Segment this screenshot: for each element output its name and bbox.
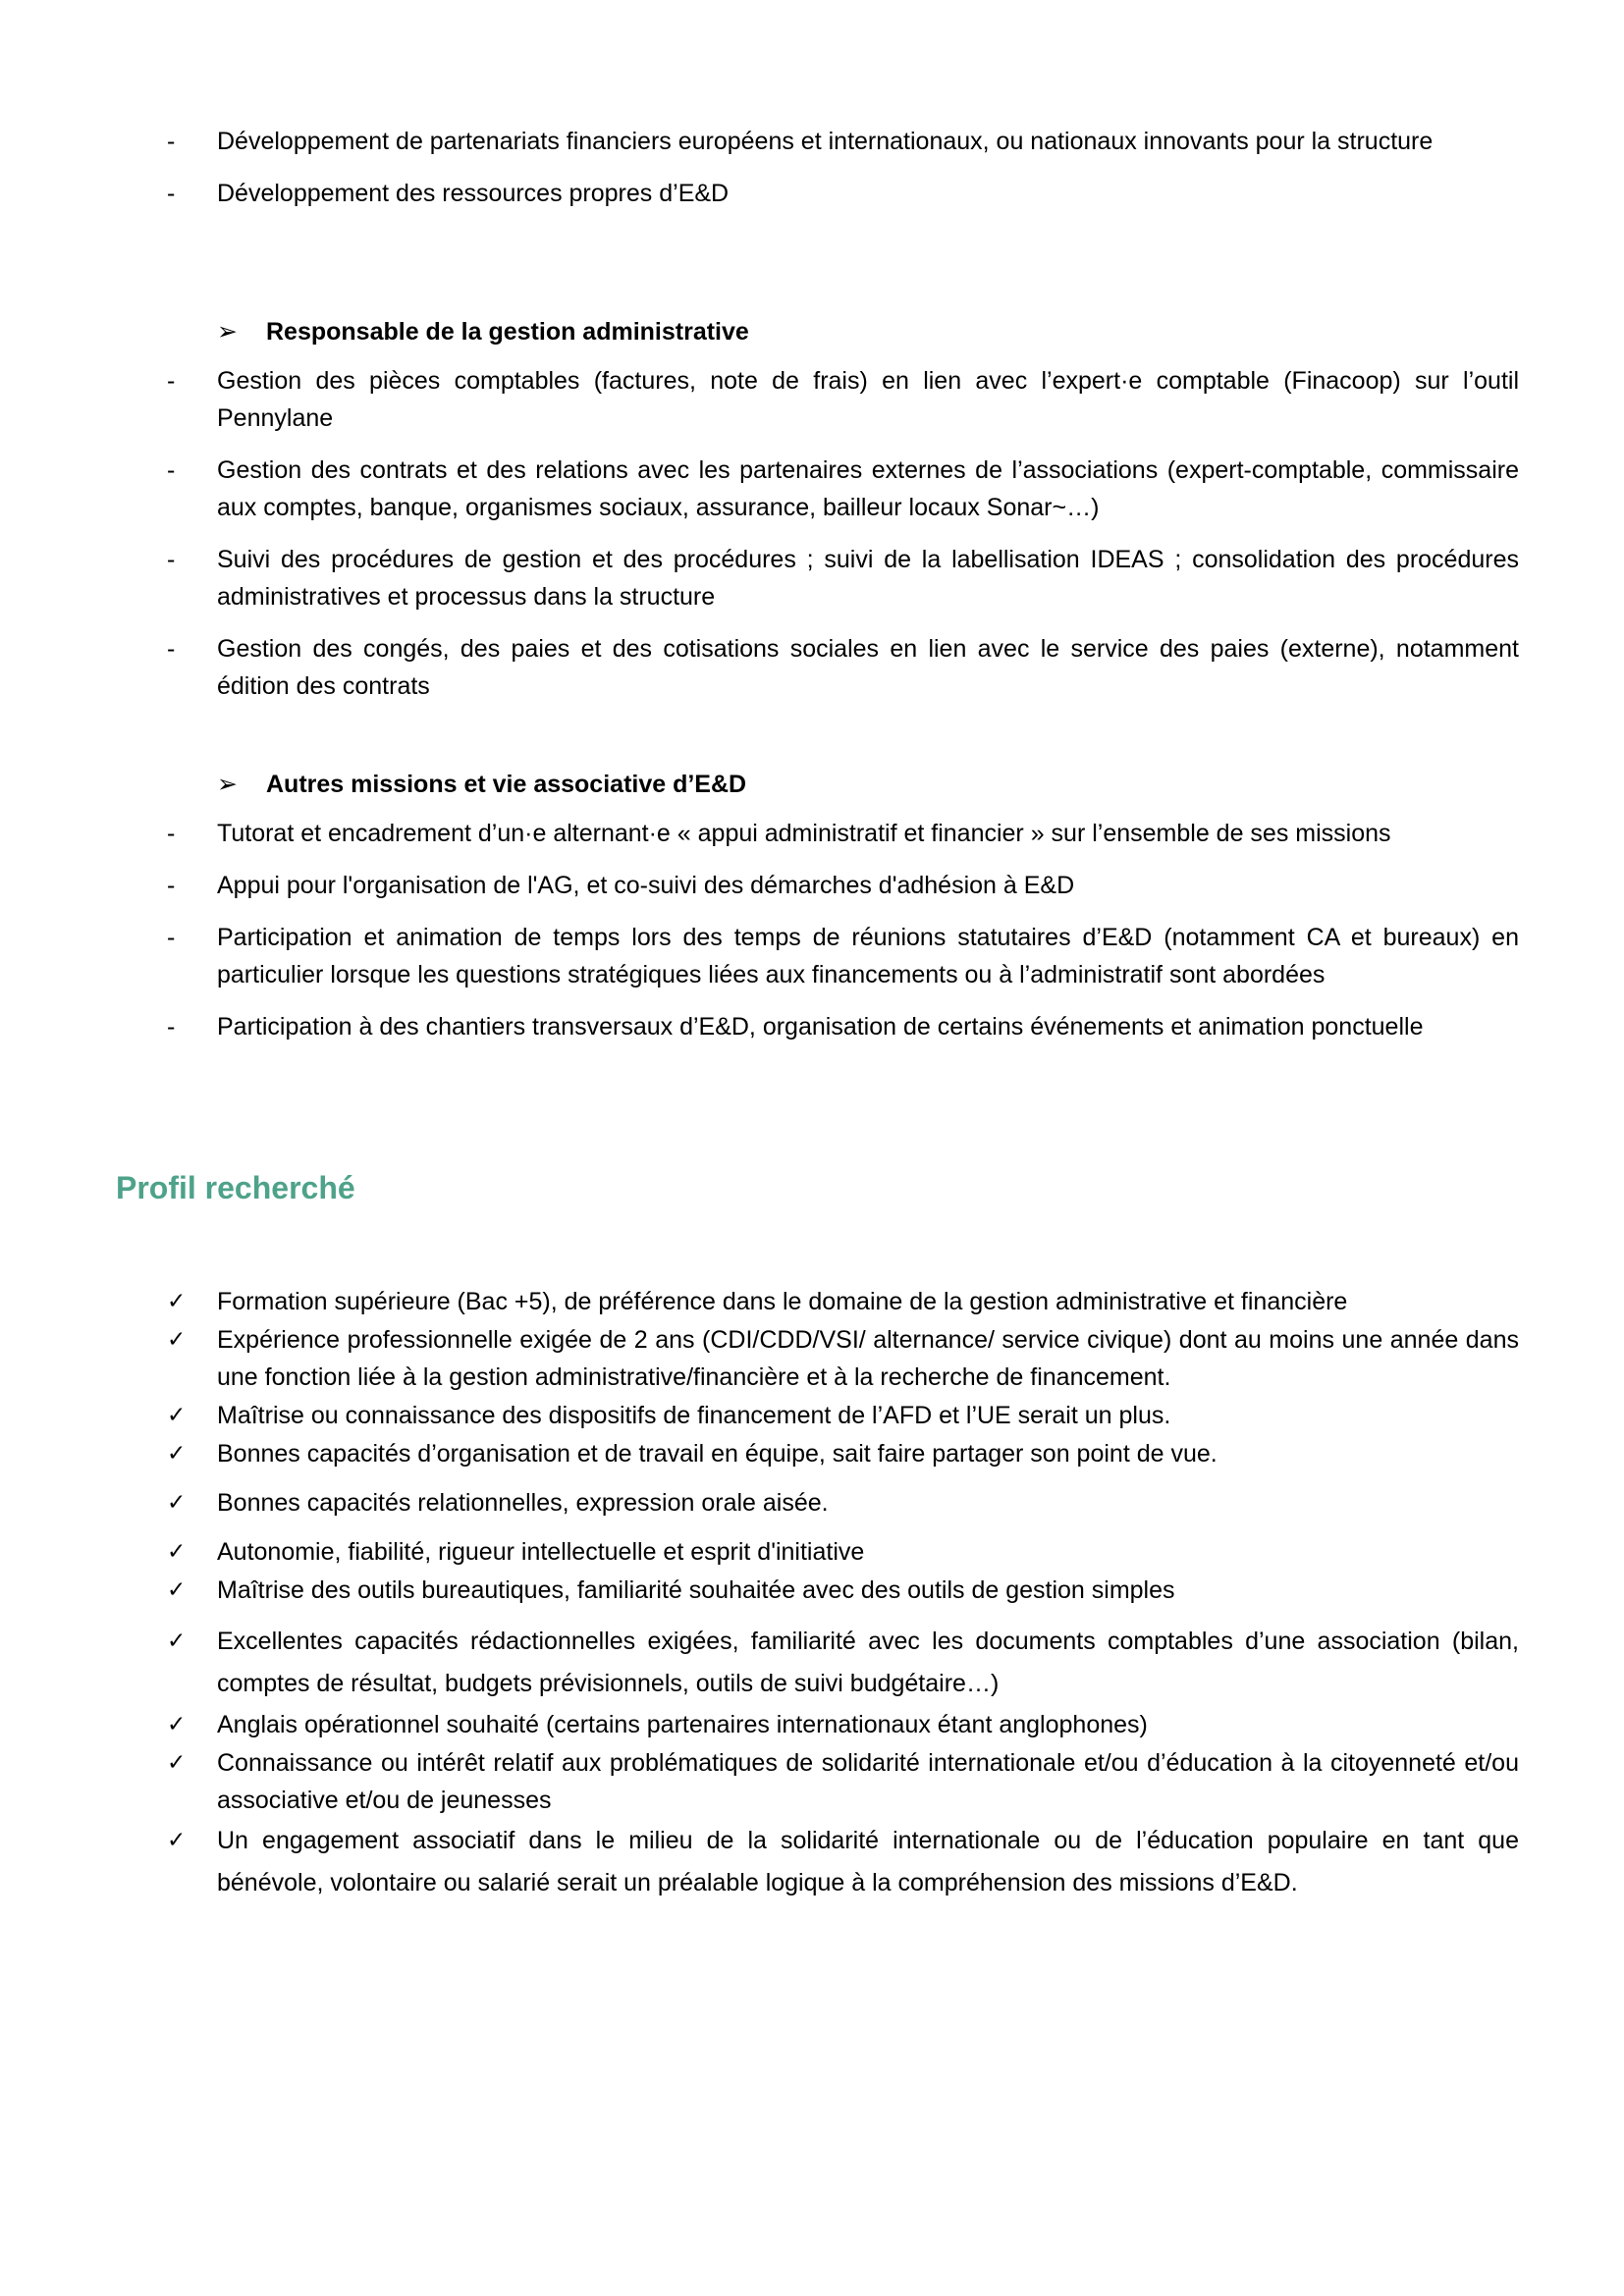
dash-bullet: - xyxy=(167,180,176,207)
list-item xyxy=(167,1744,1519,1819)
list-item xyxy=(167,452,1519,526)
dash-bullet: - xyxy=(167,820,176,847)
admin-list xyxy=(167,362,1519,720)
profile-checklist xyxy=(167,1283,1519,1904)
subheading-other xyxy=(217,766,746,803)
list-item-text: Gestion des contrats et des relations avec les partenaires externes de l’associations (expert-comptable, commissaire aux comptes, banque, organismes sociaux, assurance, bailleur locaux Sonar~…) xyxy=(217,456,1519,521)
list-item-text: Tutorat et encadrement d’un·e alternant·e « appui administratif et financier » sur l’ensemble de ses missions xyxy=(217,820,1391,847)
checkmark-icon: ✓ xyxy=(167,1577,187,1603)
list-item-text: Bonnes capacités d’organisation et de travail en équipe, sait faire partager son point de vue. xyxy=(217,1440,1218,1468)
list-item-text: Maîtrise des outils bureautiques, familiarité souhaitée avec des outils de gestion simples xyxy=(217,1576,1175,1604)
list-item xyxy=(167,1533,1519,1571)
checkmark-icon: ✓ xyxy=(167,1441,187,1467)
list-item xyxy=(167,1572,1519,1609)
list-item-text: Formation supérieure (Bac +5), de préférence dans le domaine de la gestion administrative et financière xyxy=(217,1288,1348,1315)
dash-bullet: - xyxy=(167,128,176,155)
subheading-other-text: Autres missions et vie associative d’E&D xyxy=(266,771,747,798)
other-missions-list xyxy=(167,815,1519,1060)
profile-section-title: Profil recherché xyxy=(116,1170,355,1205)
list-item xyxy=(167,1820,1519,1904)
arrow-bullet-icon: ➢ xyxy=(217,771,238,798)
list-item-text: Connaissance ou intérêt relatif aux problématiques de solidarité internationale et/ou d’éducation à la citoyenneté et/ou associative et/ou de jeunesses xyxy=(217,1749,1519,1814)
list-item-text: Maîtrise ou connaissance des dispositifs de financement de l’AFD et l’UE serait un plus. xyxy=(217,1402,1171,1429)
dash-bullet: - xyxy=(167,456,176,484)
dash-bullet: - xyxy=(167,1013,176,1041)
funding-list xyxy=(167,123,1519,227)
checkmark-icon: ✓ xyxy=(167,1750,187,1776)
list-item-text: Un engagement associatif dans le milieu de la solidarité internationale ou de l’éducation populaire en tant que bénévole, volontaire ou salarié serait un préalable logique à la compréhension des missions d’E&D. xyxy=(217,1827,1519,1896)
list-item xyxy=(167,1397,1519,1434)
dash-bullet: - xyxy=(167,635,176,663)
list-item-text: Expérience professionnelle exigée de 2 ans (CDI/CDD/VSI/ alternance/ service civique) dont au moins une année dans une fonction liée à la gestion administrative/financière et à la recherche de financement. xyxy=(217,1326,1519,1391)
list-item xyxy=(167,919,1519,993)
checkmark-icon: ✓ xyxy=(167,1629,187,1654)
dash-bullet: - xyxy=(167,924,176,951)
subheading-admin xyxy=(217,313,749,350)
list-item xyxy=(167,541,1519,615)
list-item xyxy=(167,1621,1519,1705)
list-item xyxy=(167,1435,1519,1472)
dash-bullet: - xyxy=(167,872,176,899)
list-item-text: Appui pour l'organisation de l'AG, et co-suivi des démarches d'adhésion à E&D xyxy=(217,872,1075,899)
list-item xyxy=(167,815,1519,852)
checkmark-icon: ✓ xyxy=(167,1403,187,1428)
checkmark-icon: ✓ xyxy=(167,1289,187,1314)
list-item xyxy=(167,1484,1519,1522)
list-item xyxy=(167,1283,1519,1320)
list-item-text: Développement de partenariats financiers européens et internationaux, ou nationaux innovants pour la structure xyxy=(217,128,1434,155)
list-item xyxy=(167,1321,1519,1396)
list-item-text: Excellentes capacités rédactionnelles exigées, familiarité avec les documents comptables d’une association (bilan, comptes de résultat, budgets prévisionnels, outils de suivi budgétaire…) xyxy=(217,1628,1519,1697)
list-item xyxy=(167,867,1519,904)
list-item-text: Gestion des pièces comptables (factures, note de frais) en lien avec l’expert·e comptable (Finacoop) sur l’outil Pennylane xyxy=(217,367,1519,432)
list-item-text: Participation à des chantiers transversaux d’E&D, organisation de certains événements et animation ponctuelle xyxy=(217,1013,1424,1041)
dash-bullet: - xyxy=(167,367,176,395)
list-item-text: Participation et animation de temps lors des temps de réunions statutaires d’E&D (notamment CA et bureaux) en particulier lorsque les questions stratégiques liées aux financements ou à l’administratif sont abordées xyxy=(217,924,1519,988)
checkmark-icon: ✓ xyxy=(167,1327,187,1353)
checkmark-icon: ✓ xyxy=(167,1712,187,1737)
checkmark-icon: ✓ xyxy=(167,1539,187,1565)
list-item-text: Autonomie, fiabilité, rigueur intellectuelle et esprit d'initiative xyxy=(217,1538,865,1566)
arrow-bullet-icon: ➢ xyxy=(217,318,238,346)
list-item xyxy=(167,630,1519,705)
list-item-text: Anglais opérationnel souhaité (certains partenaires internationaux étant anglophones) xyxy=(217,1711,1148,1738)
list-item-text: Bonnes capacités relationnelles, expression orale aisée. xyxy=(217,1489,829,1517)
dash-bullet: - xyxy=(167,546,176,573)
checkmark-icon: ✓ xyxy=(167,1828,187,1853)
list-item xyxy=(167,362,1519,437)
list-item-text: Suivi des procédures de gestion et des procédures ; suivi de la labellisation IDEAS ; consolidation des procédures administratives et processus dans la structure xyxy=(217,546,1519,611)
subheading-admin-text: Responsable de la gestion administrative xyxy=(266,318,749,346)
list-item xyxy=(167,123,1519,160)
list-item-text: Développement des ressources propres d’E&D xyxy=(217,180,730,207)
list-item xyxy=(167,1706,1519,1743)
list-item-text: Gestion des congés, des paies et des cotisations sociales en lien avec le service des paies (externe), notamment édition des contrats xyxy=(217,635,1519,700)
list-item xyxy=(167,1008,1519,1045)
list-item xyxy=(167,175,1519,212)
checkmark-icon: ✓ xyxy=(167,1490,187,1516)
